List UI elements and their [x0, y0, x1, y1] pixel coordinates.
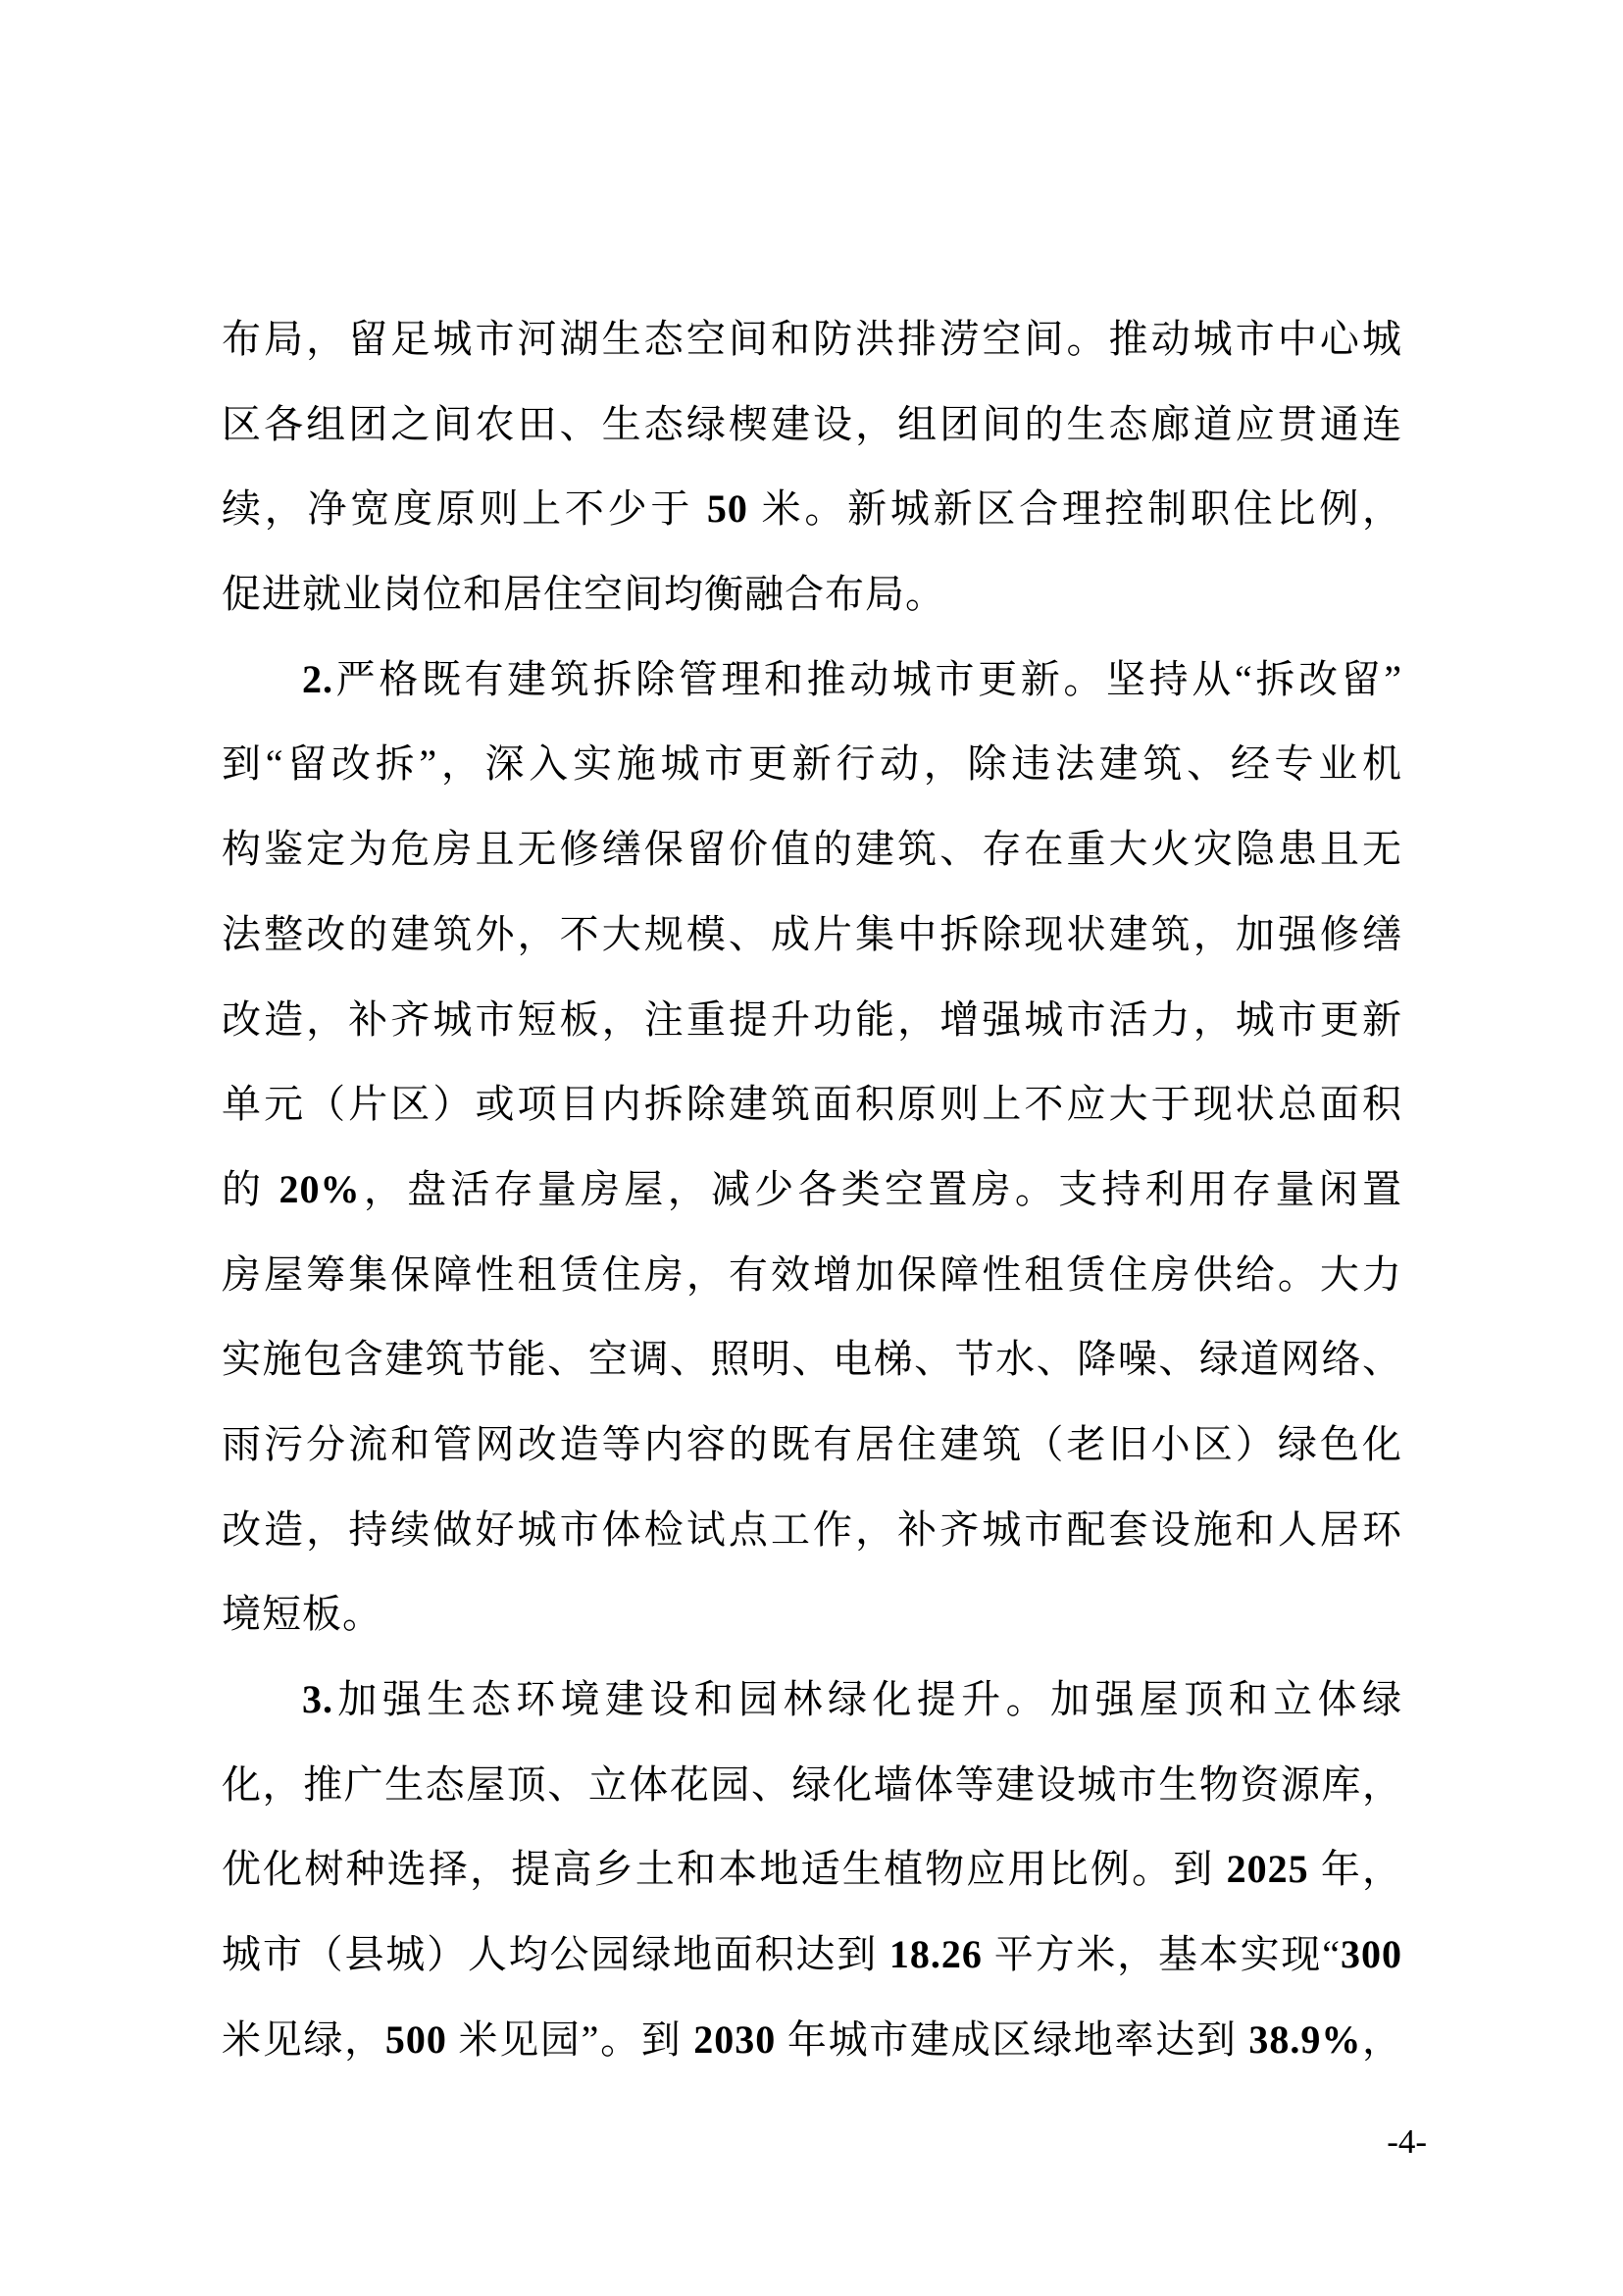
page-number: -4-: [1387, 2122, 1427, 2161]
text-line: 促进就业岗位和居住空间均衡融合布局。: [222, 572, 945, 617]
text-line-item-2-start: 2.严格既有建筑拆除管理和推动城市更新。坚持从“拆改留”: [302, 656, 1402, 701]
text-line: 优化树种选择，提高乡土和本地适生植物应用比例。到 2025 年，: [222, 1847, 1403, 1892]
text-line: 续，净宽度原则上不少于 50 米。新城新区合理控制职住比例，: [222, 486, 1403, 532]
body-text: [222, 297, 1402, 2082]
text-line: 区各组团之间农田、生态绿楔建设，组团间的生态廊道应贯通连: [222, 401, 1402, 446]
text-line: 雨污分流和管网改造等内容的既有居住建筑（老旧小区）绿色化: [222, 1421, 1402, 1466]
text-line: 城市（县城）人均公园绿地面积达到 18.26 平方米，基本实现“300: [222, 1932, 1402, 1977]
text-line: 化，推广生态屋顶、立体花园、绿化墙体等建设城市生物资源库，: [222, 1761, 1402, 1807]
text-line: 构鉴定为危房且无修缮保留价值的建筑、存在重大火灾隐患且无: [222, 827, 1402, 872]
text-line: 改造，补齐城市短板，注重提升功能，增强城市活力，城市更新: [222, 996, 1402, 1042]
text-line: 布局，留足城市河湖生态空间和防洪排涝空间。推动城市中心城: [222, 317, 1402, 361]
text-line: 境短板。: [222, 1592, 382, 1637]
text-line: 米见绿，500 米见园”。到 2030 年城市建成区绿地率达到 38.9%，: [222, 2016, 1403, 2062]
text-line: 单元（片区）或项目内拆除建筑面积原则上不应大于现状总面积: [222, 1082, 1402, 1127]
text-line: 的 20%，盘活存量房屋，减少各类空置房。支持利用存量闲置: [222, 1166, 1403, 1211]
text-line: 改造，持续做好城市体检试点工作，补齐城市配套设施和人居环: [222, 1506, 1402, 1552]
text-line: 到“留改拆”，深入实施城市更新行动，除违法建筑、经专业机: [222, 741, 1402, 787]
text-line: 实施包含建筑节能、空调、照明、电梯、节水、降噪、绿道网络、: [222, 1337, 1402, 1382]
text-line: 房屋筹集保障性租赁住房，有效增加保障性租赁住房供给。大力: [222, 1251, 1402, 1297]
text-line: 法整改的建筑外，不大规模、成片集中拆除现状建筑，加强修缮: [222, 911, 1402, 956]
text-line-item-3-start: 3.加强生态环境建设和园林绿化提升。加强屋顶和立体绿: [302, 1677, 1402, 1721]
